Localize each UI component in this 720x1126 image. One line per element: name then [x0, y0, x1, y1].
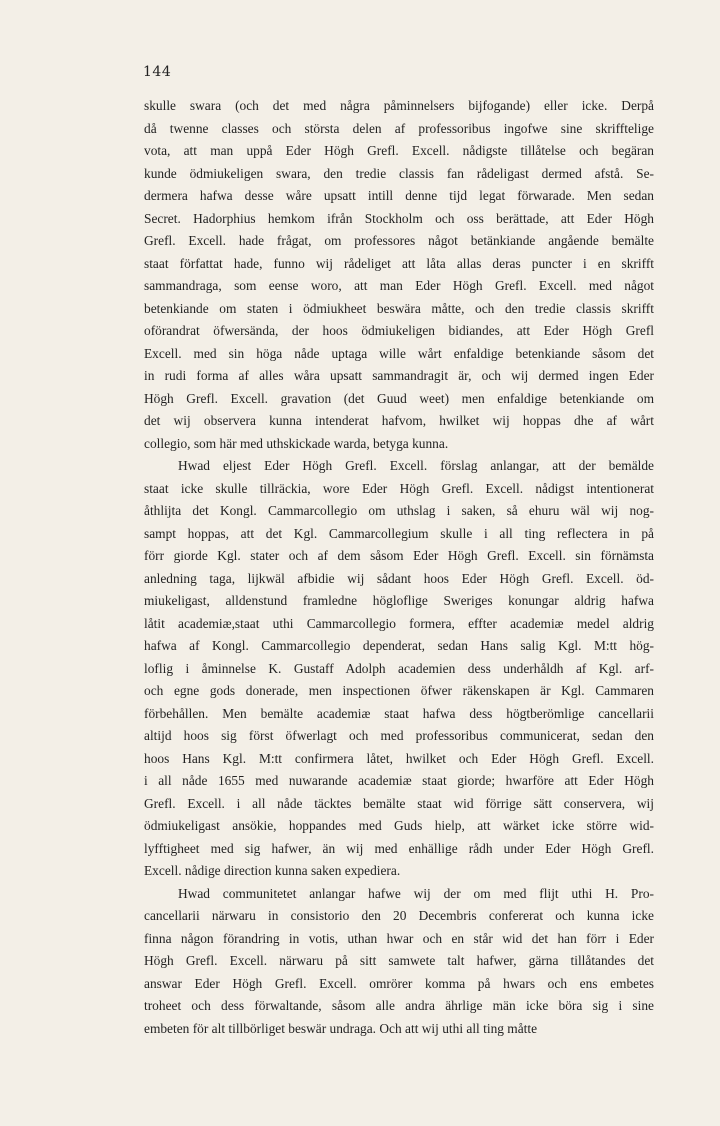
text-line: sammandraga, som eense woro, att man Eder Högh Grefl. Excell. med något: [144, 278, 654, 293]
text-line: Grefl. Excell. hade frågat, om professores något betänkiande angående bemälte: [144, 233, 654, 248]
text-line: hoos Hans Kgl. M:tt confirmera låtet, hwilket och Eder Högh Grefl. Excell.: [144, 750, 654, 766]
text-line: embeten för alt tillbörliget beswär undraga. Och att wij uthi all ting måtte: [144, 1020, 538, 1036]
text-line: loflig i åminnelse K. Gustaff Adolph academien dess underhåldh af Kgl. arf-: [144, 660, 654, 676]
text-line: det wij observera kunna intenderat hafvom, hwilket wij hoppas dhe af wårt: [144, 413, 654, 428]
paragraph: [144, 455, 654, 883]
body-text: [144, 95, 654, 1040]
text-line: hafwa af Kongl. Cammarcollegio dependerat, sedan Hans salig Kgl. M:tt hög-: [144, 638, 654, 653]
text-line: och egne gods donerade, men inspectionen öfwer räkenskapen är Kgl. Cammaren: [144, 683, 654, 698]
text-line: sampt hoppas, att det Kgl. Cammarcollegium skulle i all ting reflectera in på: [144, 525, 654, 541]
text-line: kunde ödmiukeligen swara, den tredie classis fan rådeligast dermed afstå. Se-: [144, 165, 654, 181]
text-line: förbehållen. Men bemälte academiæ staat hafwa dess högtberömlige cancellarii: [144, 705, 654, 721]
text-line: Hwad eljest Eder Högh Grefl. Excell. förslag anlangar, att der bemälde: [178, 458, 654, 473]
text-line: answar Eder Högh Grefl. Excell. omrörer komma på hwars och ens embetes: [144, 975, 654, 991]
paragraph: [144, 883, 654, 1041]
text-line: lyfftigheet med sig hafwer, än wij med enhällige rådh under Eder Högh Grefl.: [144, 840, 654, 856]
paragraph: [144, 95, 654, 455]
text-line: Hwad communitetet anlangar hafwe wij der om med flijt uthi H. Pro-: [178, 885, 654, 901]
text-line: i all nåde 1655 med nuwarande academiæ staat giorde; hwarföre att Eder Högh: [144, 773, 654, 788]
text-line: låtit academiæ,staat uthi Cammarcollegio formera, effter academiæ medel aldrig: [144, 615, 654, 631]
text-line: staat författat hade, funno wij rådeliget att låta allas deras puncter i en skrifft: [144, 255, 654, 271]
text-line: betenkiande om staten i ödmiukheet beswära måtte, och den tredie classis skrifft: [144, 300, 654, 316]
text-line: altijd hoos sig först öfwerlagt och med professoribus communicerat, sedan den: [144, 728, 654, 743]
text-line: Excell. med sin höga nåde uptaga wille wårt enfaldige betenkiande såsom det: [144, 345, 654, 361]
text-line: finna någon förandring in votis, uthan hwar och en står wid det han förr i Eder: [144, 930, 654, 946]
text-line: dermera hafwa desse wåre upsatt intill denne tijd legat förwarade. Men sedan: [144, 188, 654, 203]
text-line: Grefl. Excell. i all nåde täcktes bemälte staat wid förrige sätt conservera, wij: [144, 795, 654, 811]
text-line: Excell. nådige direction kunna saken expediera.: [144, 863, 401, 878]
text-line: Högh Grefl. Excell. gravation (det Guud weet) men enfaldige betenkiande om: [144, 390, 654, 406]
text-line: anledning taga, lijkwäl afbidie wij sådant hoos Eder Högh Grefl. Excell. öd-: [144, 570, 654, 586]
text-line: Secret. Hadorphius hemkom ifrån Stockholm och oss berättade, att Eder Högh: [144, 210, 654, 226]
text-line: staat icke skulle tillräckia, wore Eder Högh Grefl. Excell. nådigst intentionerat: [144, 480, 654, 496]
text-line: in rudi forma af alles wåra upsatt sammandragit är, och wij dermed ingen Eder: [144, 368, 654, 383]
text-line: cancellarii närwaru in consistorio den 20 Decembris confererat och kunna icke: [144, 908, 654, 923]
text-line: åthlijta det Kongl. Cammarcollegio om uthslag i saken, så ehuru wäl wij nog-: [144, 503, 654, 518]
text-line: Högh Grefl. Excell. närwaru på sitt samwete talt hafwer, gärna tillåtandes det: [144, 953, 654, 968]
text-line: miukeligast, alldenstund framledne högloflige Sweriges konungar aldrig hafwa: [144, 593, 654, 608]
text-line: oförandrat öfwersända, der hoos ödmiukeligen bidiandes, att Eder Högh Grefl: [144, 323, 654, 338]
page-number: 144: [143, 64, 172, 80]
text-line: då twenne classes och största delen af professoribus ingofwe sine skrifftelige: [144, 120, 654, 136]
text-line: förr giorde Kgl. stater och af dem såsom Eder Högh Grefl. Excell. sin förnämsta: [144, 548, 654, 563]
text-line: ödmiukeligast ansökie, hoppandes med Guds hielp, att wärket icke större wid-: [144, 818, 654, 833]
text-line: troheet och dess förwaltande, såsom alle andra ährlige män icke böra sig i sine: [144, 998, 654, 1013]
text-line: vota, att man uppå Eder Högh Grefl. Excell. nådigste tillåtelse och begäran: [144, 143, 654, 158]
text-line: collegio, som här med uthskickade warda, betyga kunna.: [144, 435, 449, 451]
text-line: skulle swara (och det med några påminnelsers bijfogande) eller icke. Derpå: [144, 98, 654, 113]
